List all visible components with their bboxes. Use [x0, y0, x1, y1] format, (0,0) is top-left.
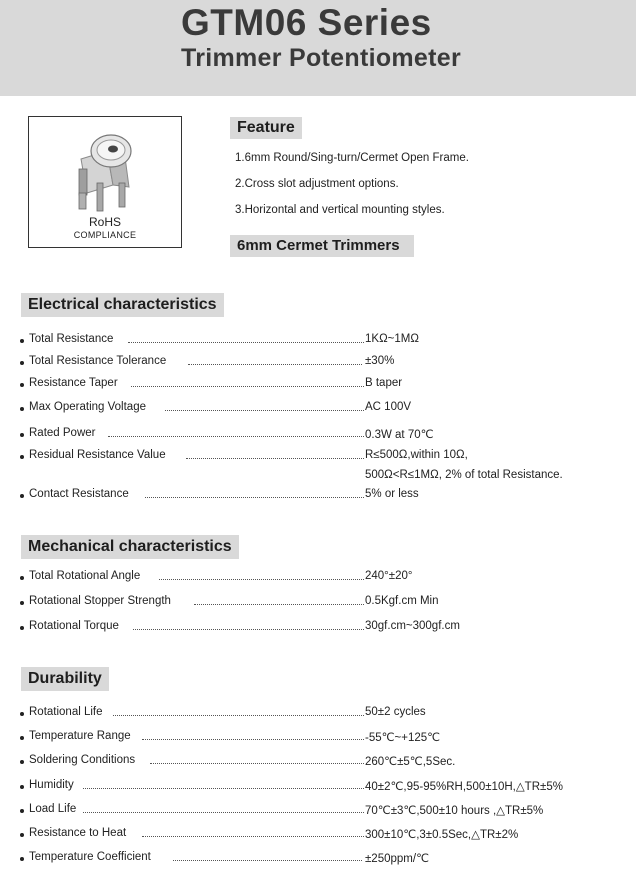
dot-leader	[165, 410, 364, 411]
bullet-icon	[20, 736, 24, 740]
dot-leader	[83, 788, 364, 789]
mechanical-row	[20, 570, 620, 586]
bullet-icon	[20, 433, 24, 437]
row-label: Temperature Range	[29, 730, 131, 742]
bullet-icon	[20, 626, 24, 630]
row-value: AC 100V	[365, 401, 412, 413]
row-label: Rated Power	[29, 427, 96, 439]
feature-item: 1.6mm Round/Sing-turn/Cermet Open Frame.	[235, 152, 469, 164]
electrical-row-continued	[20, 469, 620, 485]
header-banner	[0, 0, 636, 96]
row-value: B taper	[365, 377, 403, 389]
row-label: Load Life	[29, 803, 77, 815]
mechanical-row	[20, 620, 620, 636]
row-label: Rotational Stopper Strength	[29, 595, 171, 607]
dot-leader	[194, 604, 364, 605]
row-value: 5% or less	[365, 488, 419, 500]
durability-row	[20, 730, 620, 746]
dot-leader	[83, 812, 364, 813]
cermet-trimmers-heading: 6mm Cermet Trimmers	[230, 235, 414, 257]
dot-leader	[142, 739, 364, 740]
electrical-row	[20, 333, 620, 349]
row-value: 240°±20°	[365, 570, 413, 582]
feature-heading: Feature	[230, 117, 302, 139]
row-label: Humidity	[29, 779, 74, 791]
row-label: Rotational Torque	[29, 620, 119, 632]
dot-leader	[188, 364, 362, 365]
mechanical-heading: Mechanical characteristics	[21, 535, 239, 559]
dot-leader	[108, 436, 364, 437]
durability-row	[20, 754, 620, 770]
bullet-icon	[20, 857, 24, 861]
row-label: Total Resistance	[29, 333, 114, 345]
electrical-heading: Electrical characteristics	[21, 293, 224, 317]
electrical-row	[20, 488, 620, 504]
bullet-icon	[20, 361, 24, 365]
compliance-label: COMPLIANCE	[73, 230, 137, 240]
page-subtitle: Trimmer Potentiometer	[181, 44, 461, 72]
feature-item: 2.Cross slot adjustment options.	[235, 178, 399, 190]
row-label: Resistance Taper	[29, 377, 118, 389]
row-value: 40±2℃,95-95%RH,500±10H,△TR±5%	[365, 781, 563, 793]
mechanical-row	[20, 595, 620, 611]
row-label: Max Operating Voltage	[29, 401, 146, 413]
row-label: Total Resistance Tolerance	[29, 355, 167, 367]
dot-leader	[142, 836, 364, 837]
page-title: GTM06 Series	[181, 2, 432, 43]
row-label: Rotational Life	[29, 706, 103, 718]
durability-row	[20, 779, 620, 795]
bullet-icon	[20, 833, 24, 837]
electrical-row	[20, 355, 620, 371]
bullet-icon	[20, 760, 24, 764]
row-value: 0.5Kgf.cm Min	[365, 595, 439, 607]
durability-row	[20, 851, 620, 867]
row-label: Residual Resistance Value	[29, 449, 166, 461]
bullet-icon	[20, 455, 24, 459]
durability-row	[20, 803, 620, 819]
row-label: Soldering Conditions	[29, 754, 136, 766]
bullet-icon	[20, 339, 24, 343]
row-value: 260℃±5℃,5Sec.	[365, 756, 456, 768]
bullet-icon	[20, 576, 24, 580]
row-value: 1KΩ~1MΩ	[365, 333, 419, 345]
row-value: 50±2 cycles	[365, 706, 426, 718]
bullet-icon	[20, 407, 24, 411]
dot-leader	[133, 629, 364, 630]
dot-leader	[186, 458, 364, 459]
row-label: Total Rotational Angle	[29, 570, 141, 582]
row-value: ±30%	[365, 355, 395, 367]
row-value: -55℃~+125℃	[365, 732, 441, 744]
trimmer-potentiometer-image	[67, 125, 143, 215]
durability-row	[20, 706, 620, 722]
dot-leader	[131, 386, 364, 387]
bullet-icon	[20, 383, 24, 387]
row-value-continued: 500Ω<R≤1MΩ, 2% of total Resistance.	[365, 469, 563, 481]
durability-row	[20, 827, 620, 843]
durability-heading: Durability	[21, 667, 109, 691]
electrical-row	[20, 427, 620, 443]
rohs-label: RoHS	[88, 215, 121, 229]
dot-leader	[159, 579, 364, 580]
dot-leader	[150, 763, 364, 764]
row-value: 300±10℃,3±0.5Sec,△TR±2%	[365, 829, 519, 841]
dot-leader	[145, 497, 364, 498]
row-value: 70℃±3℃,500±10 hours ,△TR±5%	[365, 805, 544, 817]
row-value: 30gf.cm~300gf.cm	[365, 620, 460, 632]
bullet-icon	[20, 785, 24, 789]
bullet-icon	[20, 712, 24, 716]
dot-leader	[173, 860, 362, 861]
dot-leader	[113, 715, 364, 716]
row-label: Contact Resistance	[29, 488, 129, 500]
row-value: 0.3W at 70℃	[365, 429, 434, 441]
electrical-row	[20, 377, 620, 393]
bullet-icon	[20, 809, 24, 813]
bullet-icon	[20, 494, 24, 498]
row-value: R≤500Ω,within 10Ω,	[365, 449, 468, 461]
electrical-row	[20, 449, 620, 465]
electrical-row	[20, 401, 620, 417]
row-label: Temperature Coefficient	[29, 851, 151, 863]
feature-item: 3.Horizontal and vertical mounting styles.	[235, 204, 445, 216]
dot-leader	[128, 342, 364, 343]
product-image-box	[28, 116, 182, 248]
row-value: ±250ppm/℃	[365, 853, 429, 865]
row-label: Resistance to Heat	[29, 827, 127, 839]
bullet-icon	[20, 601, 24, 605]
